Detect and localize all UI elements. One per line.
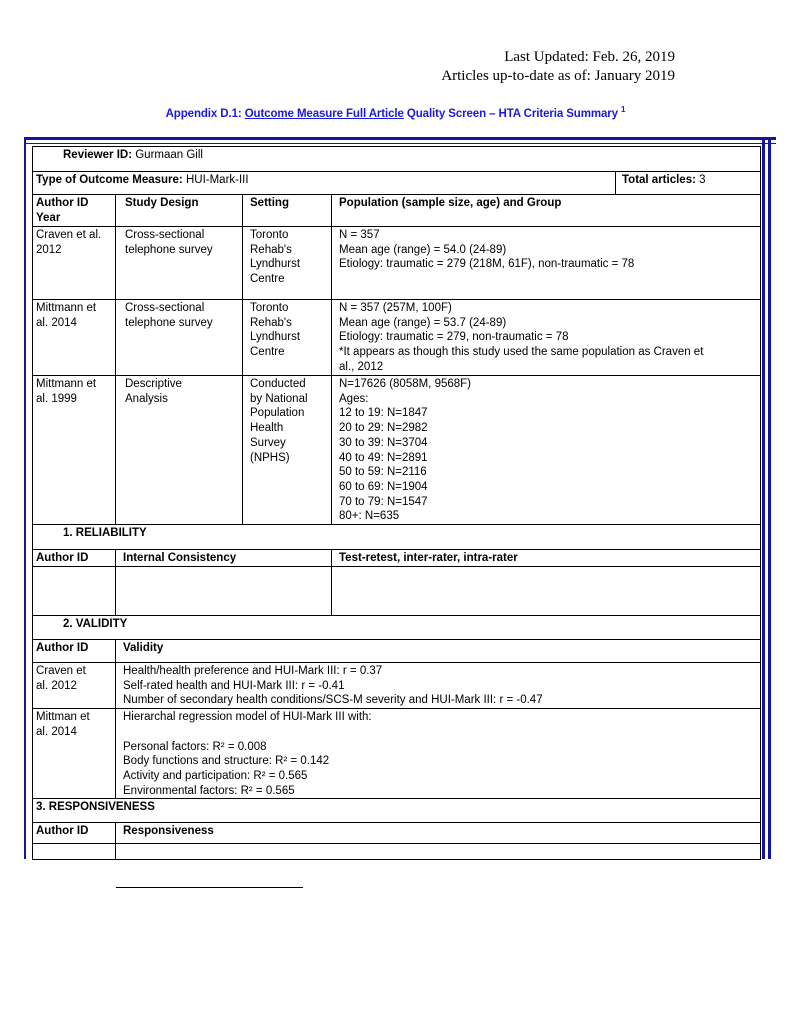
empty-cell: [33, 844, 116, 860]
text-line: Hierarchal regression model of HUI-Mark III with:: [123, 711, 372, 724]
text-line: Analysis: [125, 392, 168, 405]
text-line: *It appears as though this study used the same population as Craven et: [339, 346, 704, 359]
header-setting: Setting: [243, 195, 332, 227]
study-setting: [243, 227, 332, 300]
text-line: Ages:: [339, 392, 369, 405]
study-row: [33, 227, 761, 300]
text-line: Lyndhurst: [250, 331, 301, 344]
validity-header-row: [33, 640, 761, 663]
responsiveness-section-row: [33, 799, 761, 823]
text-line: Personal factors: R² = 0.008: [123, 740, 267, 753]
validity-row: [33, 663, 761, 709]
frame-border-top-inner: [24, 143, 776, 144]
text-line: 2012: [36, 243, 62, 256]
reviewer-cell: [33, 147, 761, 172]
study-header-row: [33, 195, 761, 227]
responsiveness-header-responsiveness: Responsiveness: [116, 823, 761, 844]
text-line: al. 2014: [36, 316, 77, 329]
text-line: al. 2014: [36, 725, 77, 738]
reliability-header-internal: Internal Consistency: [116, 550, 332, 567]
study-design: [116, 300, 243, 376]
reviewer-value: Gurmaan Gill: [132, 149, 203, 161]
header-study-design: Study Design: [116, 195, 243, 227]
text-line: Conducted: [250, 378, 306, 390]
text-line: 40 to 49: N=2891: [339, 451, 428, 464]
text-line: Population: [250, 407, 305, 420]
study-population: [332, 376, 761, 525]
text-line: by National: [250, 392, 308, 405]
header-author-year: Author ID Year: [33, 195, 116, 227]
text-line: al. 2012: [36, 679, 77, 692]
header-population: Population (sample size, age) and Group: [332, 195, 761, 227]
text-line: Activity and participation: R² = 0.565: [123, 769, 308, 782]
reliability-empty-row: [33, 567, 761, 616]
text-line: N = 357 (257M, 100F): [339, 302, 452, 314]
text-line: Cross-sectional: [125, 229, 205, 241]
study-design: [116, 227, 243, 300]
reviewer-label: Reviewer ID:: [63, 149, 133, 161]
measure-value: HUI-Mark-III: [182, 174, 249, 186]
validity-author: [33, 663, 116, 709]
study-author: [33, 300, 116, 376]
validity-section-row: [33, 616, 761, 640]
empty-cell: [33, 567, 116, 616]
appendix-title: [0, 105, 791, 120]
footnote-separator: [116, 887, 303, 888]
text-line: Number of secondary health conditions/SCS-M severity and HUI-Mark III: r = -0.47: [123, 694, 543, 707]
text-line: N=17626 (8058M, 9568F): [339, 378, 472, 390]
validity-text: [116, 709, 761, 799]
footnote-mark: 1: [621, 105, 626, 115]
empty-cell: [116, 567, 332, 616]
responsiveness-header-author: Author ID: [33, 823, 116, 844]
study-population: [332, 227, 761, 300]
text-line: al., 2012: [339, 360, 384, 373]
validity-title: 2. VALIDITY: [33, 616, 761, 640]
empty-cell: [116, 844, 761, 860]
measure-row: [33, 172, 761, 195]
reliability-header-author: Author ID: [33, 550, 116, 567]
study-design: [116, 376, 243, 525]
total-articles-label: Total articles:: [622, 174, 696, 186]
validity-row: [33, 709, 761, 799]
text-line: 80+: N=635: [339, 510, 400, 523]
reliability-header-test-retest: Test-retest, inter-rater, intra-rater: [332, 550, 761, 567]
empty-cell: [332, 567, 761, 616]
text-line: telephone survey: [125, 243, 213, 256]
responsiveness-header-row: [33, 823, 761, 844]
measure-cell: [33, 172, 616, 195]
last-updated: Last Updated: Feb. 26, 2019: [504, 49, 675, 65]
measure-label: Type of Outcome Measure:: [36, 174, 183, 186]
text-line: Environmental factors: R² = 0.565: [123, 784, 295, 797]
frame-border-top: [24, 137, 776, 140]
text-line: Survey: [250, 436, 286, 449]
text-line: Descriptive: [125, 378, 182, 390]
text-line: Mittman et: [36, 711, 90, 724]
text-line: Centre: [250, 273, 285, 286]
text-line: Etiology: traumatic = 279 (218M, 61F), non-traumatic = 78: [339, 258, 635, 271]
validity-text: [116, 663, 761, 709]
text-line: 30 to 39: N=3704: [339, 436, 428, 449]
text-line: al. 1999: [36, 392, 77, 405]
appendix-underlined: Outcome Measure Full Article: [244, 108, 404, 120]
appendix-prefix: Appendix D.1:: [165, 108, 245, 120]
validity-header-author: Author ID: [33, 640, 116, 663]
text-line: Mittmann et: [36, 302, 97, 314]
text-line: 20 to 29: N=2982: [339, 422, 428, 435]
text-line: Body functions and structure: R² = 0.142: [123, 755, 330, 768]
text-line: 70 to 79: N=1547: [339, 495, 428, 508]
text-line: Mittmann et: [36, 378, 97, 390]
reliability-title: 1. RELIABILITY: [33, 525, 761, 550]
frame-border-right: [762, 137, 765, 859]
text-line: 12 to 19: N=1847: [339, 407, 428, 420]
text-line: Etiology: traumatic = 279, non-traumatic = 78: [339, 331, 569, 344]
reliability-section-row: [33, 525, 761, 550]
responsiveness-empty-row: [33, 844, 761, 860]
study-row: [33, 376, 761, 525]
text-line: telephone survey: [125, 316, 213, 329]
quality-screen-table: [32, 146, 761, 860]
text-line: Rehab's: [250, 316, 292, 329]
frame-border-right-outer: [768, 137, 771, 859]
validity-author: [33, 709, 116, 799]
total-articles-value: 3: [695, 174, 706, 186]
text-line: N = 357: [339, 229, 380, 241]
articles-up-to-date: Articles up-to-date as of: January 2019: [441, 68, 675, 84]
study-setting: [243, 300, 332, 376]
study-author: [33, 227, 116, 300]
text-line: Cross-sectional: [125, 302, 205, 314]
total-articles-cell: [616, 172, 761, 195]
text-line: Craven et al.: [36, 229, 102, 241]
study-setting: [243, 376, 332, 525]
text-line: Mean age (range) = 53.7 (24-89): [339, 316, 507, 329]
text-line: Self-rated health and HUI-Mark III: r = -0.41: [123, 679, 345, 692]
appendix-suffix: Quality Screen – HTA Criteria Summary: [403, 108, 622, 120]
text-line: Toronto: [250, 302, 289, 314]
text-line: Lyndhurst: [250, 258, 301, 271]
study-row: [33, 300, 761, 376]
frame-border-left: [24, 137, 26, 859]
text-line: (NPHS): [250, 451, 290, 464]
reliability-header-row: [33, 550, 761, 567]
text-line: [123, 725, 757, 740]
text-line: Craven et: [36, 665, 86, 678]
text-line: Mean age (range) = 54.0 (24-89): [339, 243, 507, 256]
study-population: [332, 300, 761, 376]
validity-header-validity: Validity: [116, 640, 761, 663]
text-line: Toronto: [250, 229, 289, 241]
text-line: Health/health preference and HUI-Mark III: r = 0.37: [123, 665, 383, 678]
text-line: Health: [250, 422, 284, 435]
reviewer-row: [33, 147, 761, 172]
responsiveness-title: 3. RESPONSIVENESS: [33, 799, 761, 823]
text-line: 60 to 69: N=1904: [339, 480, 428, 493]
text-line: 50 to 59: N=2116: [339, 466, 427, 479]
text-line: Centre: [250, 346, 285, 359]
study-author: [33, 376, 116, 525]
text-line: Rehab's: [250, 243, 292, 256]
